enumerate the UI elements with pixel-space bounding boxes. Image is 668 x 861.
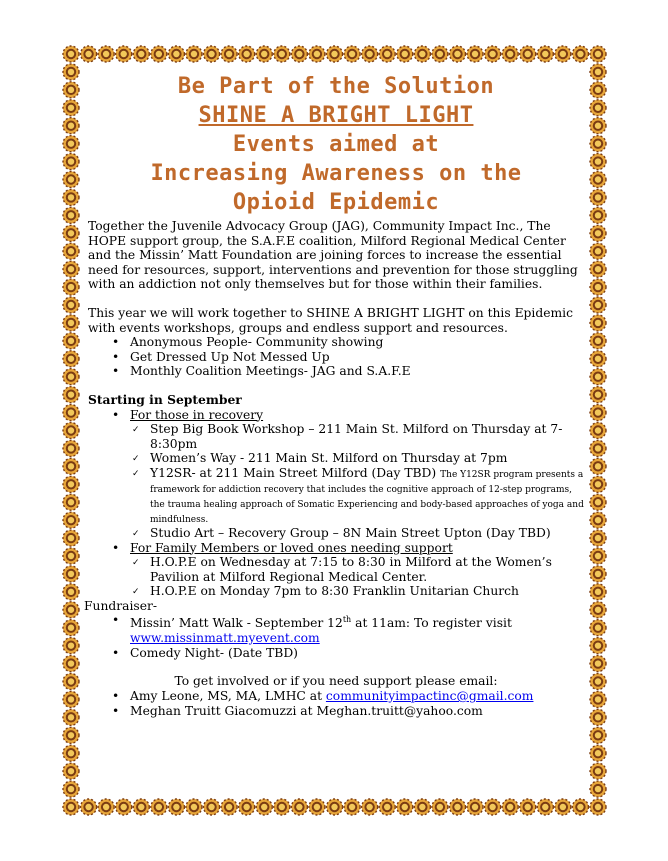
sun-icon <box>116 799 132 815</box>
list-item: ✓ Studio Art – Recovery Group – 8N Main Street Upton (Day TBD) <box>88 526 584 541</box>
september-heading: Starting in September <box>88 391 242 407</box>
sun-icon <box>590 297 606 313</box>
sun-icon <box>590 136 606 152</box>
recovery-label: For those in recovery <box>130 407 264 422</box>
sun-icon <box>520 46 536 62</box>
sun-icon <box>186 46 202 62</box>
sun-icon <box>81 799 97 815</box>
sun-icon <box>63 405 79 421</box>
sun-icon <box>63 584 79 600</box>
sun-icon <box>274 799 290 815</box>
list-item: ✓ H.O.P.E on Monday 7pm to 8:30 Franklin Unitarian Church <box>88 584 584 599</box>
sun-icon <box>572 799 588 815</box>
sun-icon <box>63 799 79 815</box>
sun-icon <box>432 799 448 815</box>
sun-icon <box>63 315 79 331</box>
recovery-group <box>88 408 584 541</box>
sun-icon <box>63 494 79 510</box>
sun-icon <box>133 799 149 815</box>
family-label: For Family Members or loved ones needing support <box>130 540 453 555</box>
sun-icon <box>502 46 518 62</box>
sun-icon <box>397 799 413 815</box>
sun-icon <box>63 566 79 582</box>
contact-heading: To get involved or if you need support please email: <box>174 674 498 689</box>
events-list <box>88 335 584 379</box>
sun-icon <box>63 46 79 62</box>
sun-icon <box>239 46 255 62</box>
sun-icon <box>291 799 307 815</box>
family-group <box>88 541 584 599</box>
sun-icon <box>63 261 79 277</box>
sun-icon <box>397 46 413 62</box>
sun-icon <box>327 46 343 62</box>
sun-icon <box>63 172 79 188</box>
sun-icon <box>590 189 606 205</box>
sun-icon <box>63 369 79 385</box>
sun-icon <box>344 799 360 815</box>
sun-icon <box>590 64 606 80</box>
title-line-5: Opioid Epidemic <box>232 190 440 215</box>
sun-icon <box>344 46 360 62</box>
sun-icon <box>98 46 114 62</box>
sun-icon <box>590 333 606 349</box>
sun-icon <box>590 315 606 331</box>
sun-icon <box>63 189 79 205</box>
sun-icon <box>63 333 79 349</box>
sun-icon <box>590 584 606 600</box>
title-line-2: SHINE A BRIGHT LIGHT <box>198 103 474 128</box>
sun-icon <box>186 799 202 815</box>
sun-icon <box>590 154 606 170</box>
september-list <box>88 408 584 599</box>
sun-icon <box>63 691 79 707</box>
sun-icon <box>221 46 237 62</box>
list-item: • Monthly Coalition Meetings- JAG and S.A.F.E <box>88 364 584 379</box>
sun-icon <box>590 530 606 546</box>
y12sr-label: Y12SR- at 211 Main Street Milford (Day TBD) <box>150 465 437 480</box>
list-item: ✓ Women’s Way - 211 Main St. Milford on Thursday at 7pm <box>88 451 584 466</box>
sun-icon <box>590 387 606 403</box>
sun-icon <box>449 799 465 815</box>
sun-icon <box>379 46 395 62</box>
sun-icon <box>590 656 606 672</box>
list-item <box>88 613 584 645</box>
sun-icon <box>449 46 465 62</box>
sun-icon <box>63 136 79 152</box>
sun-icon <box>291 46 307 62</box>
sun-icon <box>63 207 79 223</box>
sun-icon <box>63 638 79 654</box>
sun-icon <box>590 225 606 241</box>
sun-icon <box>63 118 79 134</box>
sun-icon <box>485 46 501 62</box>
sun-icon <box>590 82 606 98</box>
sun-icon <box>221 799 237 815</box>
sun-icon <box>63 279 79 295</box>
sun-icon <box>590 423 606 439</box>
sun-icon <box>537 799 553 815</box>
sun-icon <box>98 799 114 815</box>
sun-icon <box>63 763 79 779</box>
list-item <box>88 689 584 704</box>
sun-icon <box>239 799 255 815</box>
sun-icon <box>309 46 325 62</box>
list-item: • Anonymous People- Community showing <box>88 335 584 350</box>
sun-icon <box>63 656 79 672</box>
sun-icon <box>133 46 149 62</box>
flyer-content <box>84 72 584 718</box>
sun-icon <box>590 691 606 707</box>
sun-icon <box>204 799 220 815</box>
sun-icon <box>63 512 79 528</box>
sun-icon <box>81 46 97 62</box>
sun-icon <box>590 763 606 779</box>
fundraiser-label: Fundraiser- <box>84 598 158 613</box>
sun-icon <box>572 46 588 62</box>
sun-icon <box>274 46 290 62</box>
sun-icon <box>590 369 606 385</box>
walk-text: Missin’ Matt Walk - September 12 <box>130 616 343 631</box>
sun-icon <box>379 799 395 815</box>
sun-icon <box>63 674 79 690</box>
sun-icon <box>309 799 325 815</box>
contact-email-link[interactable]: communityimpactinc@gmail.com <box>325 688 534 703</box>
sun-icon <box>168 799 184 815</box>
sun-icon <box>467 799 483 815</box>
title-line-1: Be Part of the Solution <box>177 74 495 99</box>
sun-icon <box>590 351 606 367</box>
sun-icon <box>590 620 606 636</box>
sun-icon <box>590 727 606 743</box>
sun-icon <box>590 781 606 797</box>
sun-icon <box>590 494 606 510</box>
sun-icon <box>256 46 272 62</box>
sun-icon <box>151 46 167 62</box>
sun-icon <box>590 548 606 564</box>
sun-icon <box>63 530 79 546</box>
sun-icon <box>590 799 606 815</box>
sun-icon <box>502 799 518 815</box>
sun-icon <box>555 46 571 62</box>
sun-icon <box>63 440 79 456</box>
intro-paragraph-2: This year we will work together to SHINE A BRIGHT LIGHT on this Epidemic with events workshops, groups and endless support and resources. <box>88 305 573 335</box>
sun-icon <box>414 46 430 62</box>
contact-name: Amy Leone, MS, MA, LMHC at <box>130 688 326 703</box>
y12sr-note: The Y12SR program presents a framework for addiction recovery that includes the cognitive approach of 12-step programs, the trauma healing approach of Somatic Experiencing and body-based approaches of yoga and mindfulness. <box>150 469 584 525</box>
list-item: • Get Dressed Up Not Messed Up <box>88 350 584 365</box>
sun-icon <box>590 674 606 690</box>
sun-icon <box>63 154 79 170</box>
sun-icon <box>256 799 272 815</box>
sun-icon <box>590 243 606 259</box>
sun-icon <box>63 351 79 367</box>
contact-list <box>88 689 584 718</box>
sun-icon <box>485 799 501 815</box>
sun-icon <box>467 46 483 62</box>
sun-icon <box>63 297 79 313</box>
sun-icon <box>63 243 79 259</box>
sun-icon <box>63 82 79 98</box>
title-line-4: Increasing Awareness on the <box>150 161 522 186</box>
sun-icon <box>555 799 571 815</box>
sun-icon <box>63 727 79 743</box>
sun-icon <box>590 279 606 295</box>
title-line-3: Events aimed at <box>232 132 440 157</box>
sun-icon <box>63 781 79 797</box>
sun-icon <box>537 46 553 62</box>
sun-icon <box>590 207 606 223</box>
sun-icon <box>520 799 536 815</box>
sun-icon <box>204 46 220 62</box>
walk-register-text: at 11am: To register visit <box>351 616 512 631</box>
sun-icon <box>590 709 606 725</box>
sun-icon <box>590 405 606 421</box>
sun-icon <box>63 709 79 725</box>
sun-icon <box>63 458 79 474</box>
walk-register-link[interactable]: www.missinmatt.myevent.com <box>130 631 320 646</box>
sun-icon <box>63 620 79 636</box>
list-item: • Comedy Night- (Date TBD) <box>88 646 584 661</box>
sun-icon <box>63 100 79 116</box>
walk-superscript: th <box>342 615 352 625</box>
list-item: ✓ H.O.P.E on Wednesday at 7:15 to 8:30 in Milford at the Women’s Pavilion at Milford Regional Medical Center. <box>88 555 584 584</box>
list-item: • Meghan Truitt Giacomuzzi at Meghan.truitt@yahoo.com <box>88 704 584 719</box>
sun-icon <box>63 745 79 761</box>
sun-icon <box>590 440 606 456</box>
sun-icon <box>590 745 606 761</box>
sun-icon <box>327 799 343 815</box>
sun-icon <box>590 512 606 528</box>
sun-icon <box>63 225 79 241</box>
list-item: ✓ Step Big Book Workshop – 211 Main St. Milford on Thursday at 7-8:30pm <box>88 422 584 451</box>
intro-paragraph: Together the Juvenile Advocacy Group (JAG), Community Impact Inc., The HOPE support group, the S.A.F.E coalition, Milford Regional Medical Center and the Missin’ Matt Foundation are joining forces to increase the essential need for resources, support, interventions and prevention for those struggling with an addiction not only themselves but for those within their families. <box>88 219 578 292</box>
sun-icon <box>590 118 606 134</box>
sun-icon <box>590 476 606 492</box>
sun-icon <box>590 100 606 116</box>
sun-icon <box>590 261 606 277</box>
sun-icon <box>63 64 79 80</box>
sun-icon <box>63 476 79 492</box>
sun-icon <box>362 46 378 62</box>
sun-icon <box>151 799 167 815</box>
sun-icon <box>590 46 606 62</box>
sun-icon <box>414 799 430 815</box>
sun-icon <box>116 46 132 62</box>
sun-icon <box>63 548 79 564</box>
fundraiser-list <box>88 613 584 660</box>
sun-icon <box>590 172 606 188</box>
sun-icon <box>590 638 606 654</box>
sun-icon <box>590 602 606 618</box>
sun-icon <box>63 602 79 618</box>
sun-icon <box>168 46 184 62</box>
list-item <box>88 466 584 526</box>
sun-icon <box>590 458 606 474</box>
sun-icon <box>362 799 378 815</box>
sun-icon <box>590 566 606 582</box>
sun-icon <box>63 387 79 403</box>
sun-icon <box>63 423 79 439</box>
sun-icon <box>432 46 448 62</box>
